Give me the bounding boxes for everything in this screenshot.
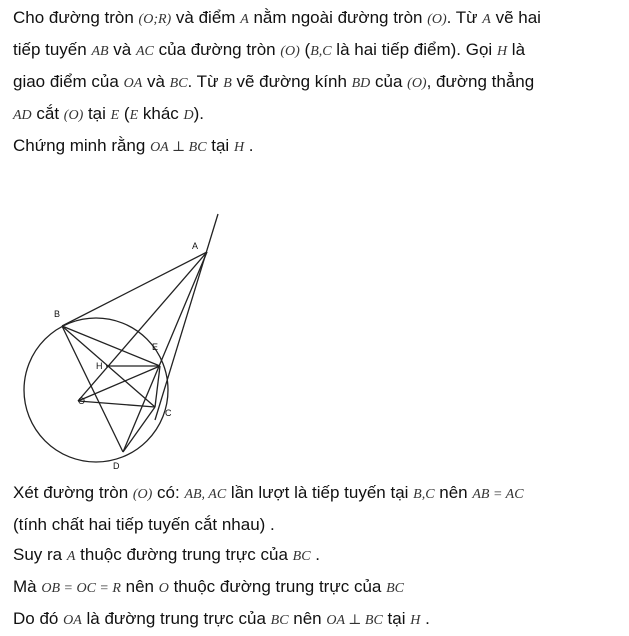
segment-oa — [78, 252, 207, 401]
solution-line-2: (tính chất hai tiếp tuyến cắt nhau) . — [13, 515, 275, 534]
problem-line-4: AD cắt (O) tại E (E khác D). — [13, 104, 205, 123]
problem-line-1: Cho đường tròn (O;R) và điểm A nằm ngoài đường tròn (O). Từ A vẽ hai — [13, 8, 541, 27]
diameter-bd — [62, 326, 123, 452]
segment-ec — [155, 366, 160, 407]
problem-line-5: Chứng minh rằng OA ⊥ BC tại H . — [13, 136, 254, 155]
solution — [13, 478, 621, 636]
solution-line-5: Do đó OA là đường trung trực của BC nên OA ⊥ BC tại H . — [13, 609, 430, 628]
tangent-ac-extended — [155, 214, 218, 420]
label-a: A — [192, 241, 199, 251]
label-c: C — [165, 408, 172, 418]
label-e: E — [152, 342, 159, 352]
problem-line-2: tiếp tuyến AB và AC của đường tròn (O) (B,C là hai tiếp điểm). Gọi H là — [13, 40, 526, 59]
problem-line-3: giao điểm của OA và BC. Từ B vẽ đường kính BD của (O), đường thẳng — [13, 72, 535, 91]
solution-line-4: Mà OB = OC = R nên O thuộc đường trung trực của BC — [13, 577, 404, 596]
segment-be — [62, 326, 160, 366]
label-b: B — [54, 309, 61, 319]
label-d: D — [113, 461, 120, 471]
solution-line-3: Suy ra A thuộc đường trung trực của BC . — [13, 545, 321, 564]
label-o: O — [78, 396, 86, 406]
label-h: H — [96, 361, 103, 371]
solution-line-1: Xét đường tròn (O) có: AB, AC lần lượt là tiếp tuyến tại B,C nên AB = AC — [13, 483, 524, 502]
segment-ad — [123, 252, 207, 452]
segment-ab — [62, 252, 207, 326]
